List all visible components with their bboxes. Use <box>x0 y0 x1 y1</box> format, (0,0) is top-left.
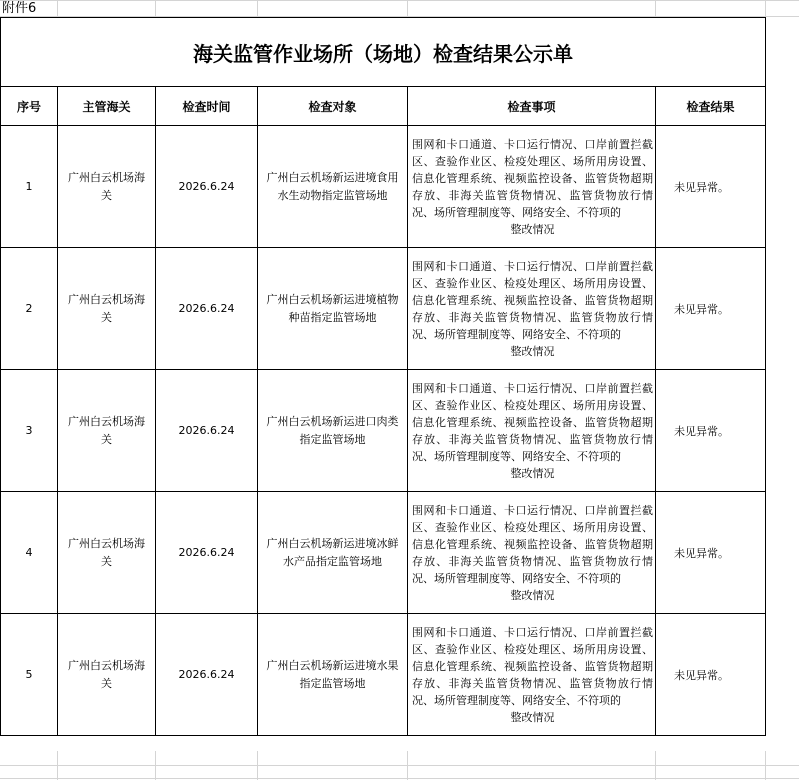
cell-target: 广州白云机场新运进境食用水生动物指定监管场地 <box>258 126 408 248</box>
table-header-row <box>1 87 766 126</box>
sheet-gridline <box>655 0 656 17</box>
cell-target: 广州白云机场新运进口肉类指定监管场地 <box>258 370 408 492</box>
header-items: 检查事项 <box>408 87 656 126</box>
items-text: 围网和卡口通道、卡口运行情况、口岸前置拦截区、查验作业区、检疫处理区、场所用房设置、信息化管理系统、视频监控设备、监管货物超期存放、非海关监管货物情况、监管货物放行情况、场所管理制度等、网络安全、不符项的 <box>412 137 653 219</box>
cell-seq: 4 <box>1 492 58 614</box>
cell-result: 未见异常。 <box>656 614 766 736</box>
inspection-results-table <box>0 17 766 736</box>
sheet-gridline <box>407 0 408 17</box>
sheet-gridline <box>57 0 58 17</box>
sheet-gridline <box>655 751 656 780</box>
cell-seq: 1 <box>1 126 58 248</box>
table-row <box>1 248 766 370</box>
items-text-last: 整改情况 <box>510 466 555 480</box>
header-result: 检查结果 <box>656 87 766 126</box>
table-row <box>1 614 766 736</box>
sheet-gridline <box>155 751 156 780</box>
sheet-gridline <box>0 765 799 766</box>
items-text-last: 整改情况 <box>510 222 555 236</box>
attachment-label: 附件6 <box>2 1 37 16</box>
document-title: 海关监管作业场所（场地）检查结果公示单 <box>1 18 766 87</box>
header-target: 检查对象 <box>258 87 408 126</box>
cell-seq: 3 <box>1 370 58 492</box>
sheet-gridline <box>155 0 156 17</box>
cell-customs: 广州白云机场海关 <box>58 370 156 492</box>
cell-customs: 广州白云机场海关 <box>58 492 156 614</box>
cell-result: 未见异常。 <box>656 248 766 370</box>
items-text: 围网和卡口通道、卡口运行情况、口岸前置拦截区、查验作业区、检疫处理区、场所用房设置、信息化管理系统、视频监控设备、监管货物超期存放、非海关监管货物情况、监管货物放行情况、场所管理制度等、网络安全、不符项的 <box>412 259 653 341</box>
cell-date: 2026.6.24 <box>156 370 258 492</box>
items-text-last: 整改情况 <box>510 588 555 602</box>
header-date: 检查时间 <box>156 87 258 126</box>
cell-items <box>408 126 656 248</box>
cell-seq: 5 <box>1 614 58 736</box>
cell-date: 2026.6.24 <box>156 614 258 736</box>
sheet-gridline <box>765 751 766 780</box>
items-text: 围网和卡口通道、卡口运行情况、口岸前置拦截区、查验作业区、检疫处理区、场所用房设置、信息化管理系统、视频监控设备、监管货物超期存放、非海关监管货物情况、监管货物放行情况、场所管理制度等、网络安全、不符项的 <box>412 503 653 585</box>
header-customs: 主管海关 <box>58 87 156 126</box>
cell-target: 广州白云机场新运进境植物种苗指定监管场地 <box>258 248 408 370</box>
sheet-gridline <box>257 751 258 780</box>
cell-result: 未见异常。 <box>656 370 766 492</box>
sheet-gridline <box>0 778 799 779</box>
cell-result: 未见异常。 <box>656 126 766 248</box>
cell-seq: 2 <box>1 248 58 370</box>
table-row <box>1 370 766 492</box>
cell-result: 未见异常。 <box>656 492 766 614</box>
cell-date: 2026.6.24 <box>156 126 258 248</box>
table-row <box>1 492 766 614</box>
items-text: 围网和卡口通道、卡口运行情况、口岸前置拦截区、查验作业区、检疫处理区、场所用房设置、信息化管理系统、视频监控设备、监管货物超期存放、非海关监管货物情况、监管货物放行情况、场所管理制度等、网络安全、不符项的 <box>412 381 653 463</box>
sheet-gridline <box>407 751 408 780</box>
sheet-gridline <box>0 0 799 1</box>
sheet-gridline <box>257 0 258 17</box>
items-text: 围网和卡口通道、卡口运行情况、口岸前置拦截区、查验作业区、检疫处理区、场所用房设置、信息化管理系统、视频监控设备、监管货物超期存放、非海关监管货物情况、监管货物放行情况、场所管理制度等、网络安全、不符项的 <box>412 625 653 707</box>
items-text-last: 整改情况 <box>510 710 555 724</box>
header-seq: 序号 <box>1 87 58 126</box>
cell-customs: 广州白云机场海关 <box>58 248 156 370</box>
sheet-gridline <box>57 751 58 780</box>
cell-items <box>408 248 656 370</box>
cell-items <box>408 370 656 492</box>
cell-items <box>408 492 656 614</box>
cell-customs: 广州白云机场海关 <box>58 614 156 736</box>
cell-date: 2026.6.24 <box>156 248 258 370</box>
items-text-last: 整改情况 <box>510 344 555 358</box>
cell-target: 广州白云机场新运进境冰鲜水产品指定监管场地 <box>258 492 408 614</box>
cell-items <box>408 614 656 736</box>
cell-date: 2026.6.24 <box>156 492 258 614</box>
sheet-gridline <box>765 0 766 17</box>
cell-target: 广州白云机场新运进境水果指定监管场地 <box>258 614 408 736</box>
table-row <box>1 126 766 248</box>
cell-customs: 广州白云机场海关 <box>58 126 156 248</box>
